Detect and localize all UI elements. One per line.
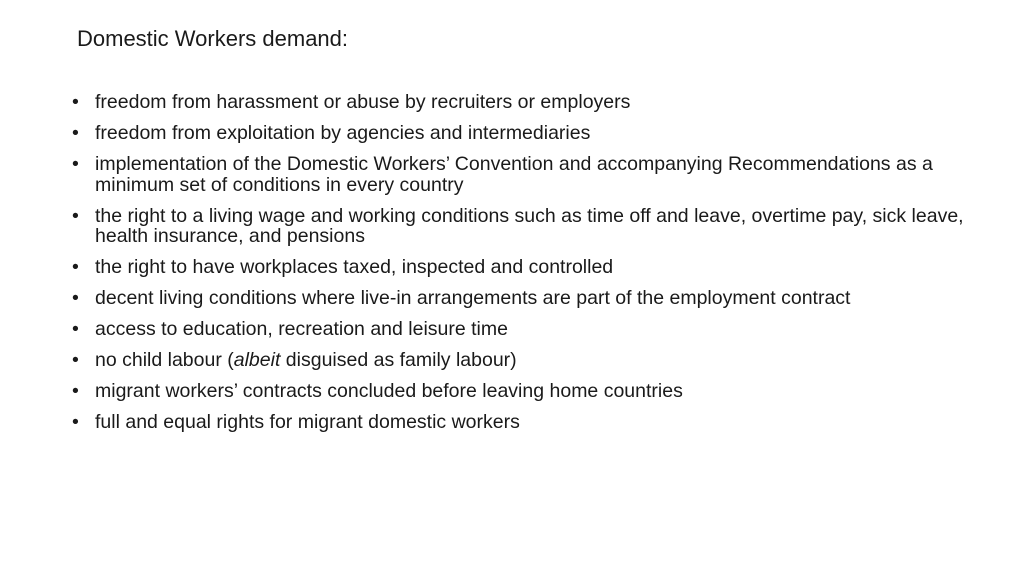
- bullet-text: the right to a living wage and working conditions such as time off and leave, overtime pay, sick leave, health insurance, and pensions: [95, 204, 964, 247]
- bullet-item: [72, 288, 972, 309]
- bullet-item: [72, 123, 972, 144]
- bullet-list: [72, 92, 972, 443]
- bullet-text-before: no child labour (: [95, 349, 234, 371]
- bullet-icon: •: [72, 411, 79, 433]
- bullet-text: freedom from harassment or abuse by recruiters or employers: [95, 91, 631, 113]
- bullet-text: migrant workers’ contracts concluded before leaving home countries: [95, 380, 683, 402]
- bullet-icon: •: [72, 204, 79, 227]
- bullet-icon: •: [72, 380, 79, 402]
- bullet-text: the right to have workplaces taxed, inspected and controlled: [95, 256, 614, 278]
- bullet-icon: •: [72, 91, 79, 113]
- bullet-text: implementation of the Domestic Workers’ Convention and accompanying Recommendations as a minimum set of conditions in every country: [95, 153, 933, 196]
- bullet-item: [72, 257, 972, 278]
- bullet-item: [72, 206, 972, 247]
- slide-title: Domestic Workers demand:: [77, 26, 349, 51]
- bullet-text-emphasis: albeit: [233, 349, 281, 371]
- bullet-item: [72, 154, 972, 195]
- bullet-item: [72, 381, 972, 402]
- bullet-icon: •: [72, 349, 79, 371]
- bullet-icon: •: [72, 318, 79, 340]
- bullet-text: [95, 349, 517, 371]
- bullet-icon: •: [72, 153, 79, 175]
- bullet-text: freedom from exploitation by agencies and intermediaries: [95, 122, 591, 144]
- bullet-item: [72, 319, 972, 340]
- bullet-icon: •: [72, 256, 79, 278]
- bullet-icon: •: [72, 122, 79, 144]
- bullet-text-after: disguised as family labour): [280, 349, 517, 371]
- bullet-text: access to education, recreation and leisure time: [95, 318, 508, 340]
- bullet-item: [72, 92, 972, 113]
- bullet-item: [72, 412, 972, 433]
- bullet-icon: •: [72, 287, 79, 309]
- bullet-item: [72, 350, 972, 371]
- bullet-text: full and equal rights for migrant domestic workers: [95, 411, 520, 433]
- bullet-text: decent living conditions where live-in arrangements are part of the employment contract: [95, 287, 851, 309]
